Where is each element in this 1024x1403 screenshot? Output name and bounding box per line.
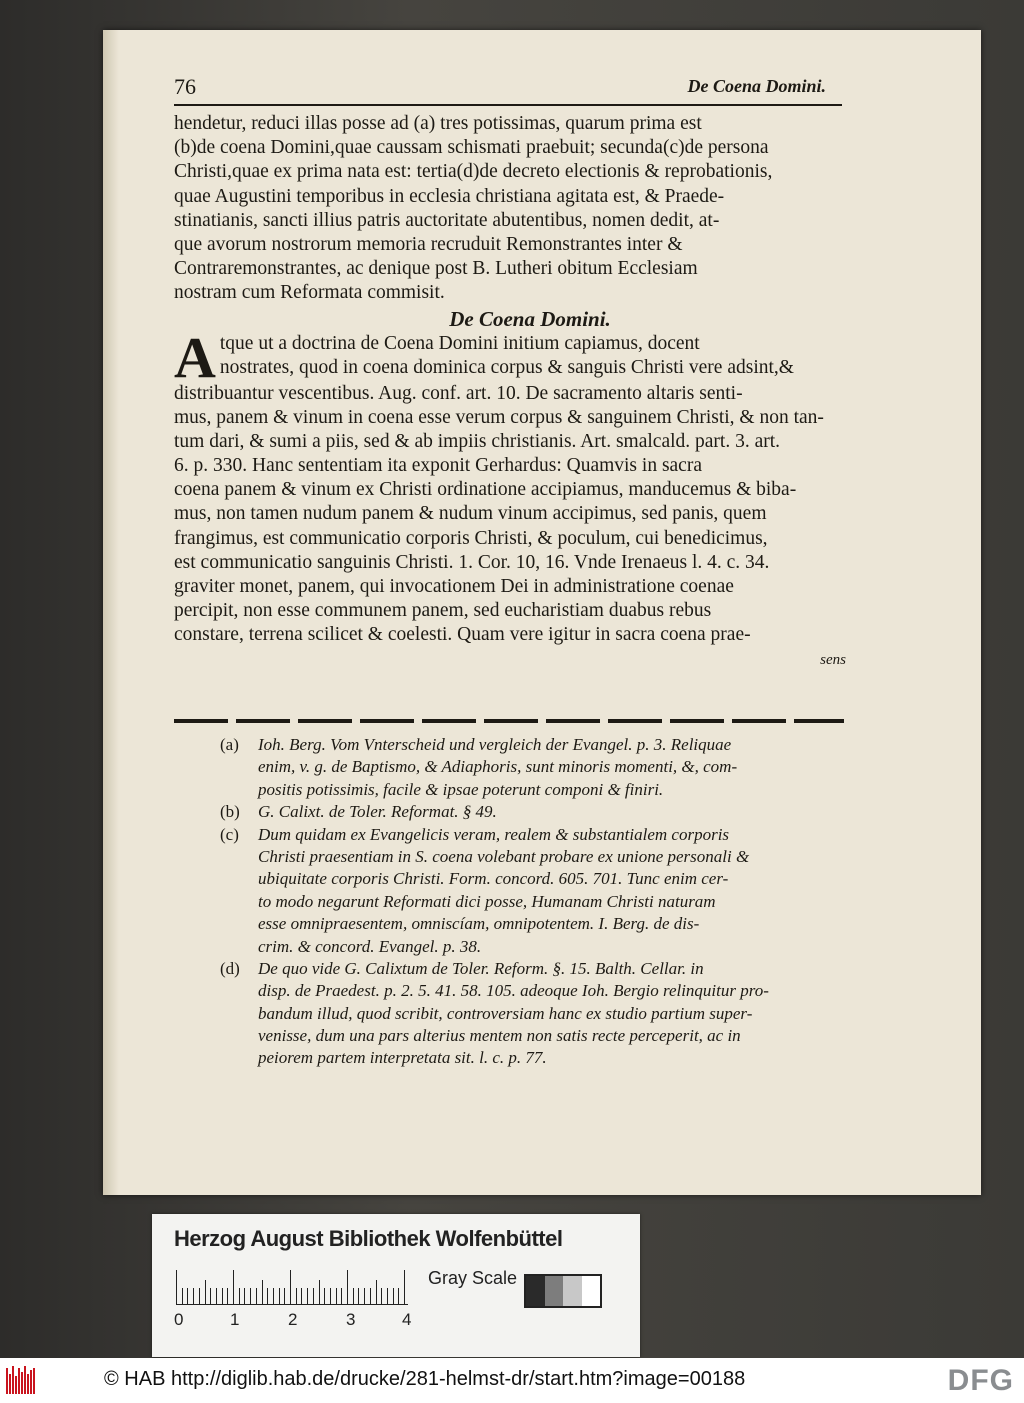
footnote-text: positis potissimis, facile & ipsae poterunt componi & finiri. xyxy=(258,779,664,799)
ruler-tick xyxy=(358,1288,359,1304)
footnote-line xyxy=(220,779,846,801)
footnote-line xyxy=(220,756,846,778)
ruler-number: 1 xyxy=(230,1310,240,1329)
ruler-tick xyxy=(330,1288,331,1304)
footnote-text: crim. & concord. Evangel. p. 38. xyxy=(258,936,482,956)
ruler-tick xyxy=(376,1280,377,1304)
section-heading: De Coena Domini. xyxy=(449,306,611,331)
footnote-text: disp. de Praedest. p. 2. 5. 41. 58. 105. adeoque Ioh. Bergio relinquitur pro- xyxy=(258,981,769,1001)
ruler-number: 0 xyxy=(174,1310,184,1329)
paragraph-opening xyxy=(174,324,846,390)
logo-bar xyxy=(15,1376,17,1394)
ruler-tick xyxy=(284,1288,285,1304)
logo-bar xyxy=(30,1370,32,1394)
ruler-tick xyxy=(387,1288,388,1304)
text-line: que avorum nostrorum memoria recruduit Remonstrantes inter & xyxy=(174,233,683,255)
ruler-tick xyxy=(381,1288,382,1304)
ruler-tick xyxy=(205,1280,206,1304)
source-url[interactable]: © HAB http://diglib.hab.de/drucke/281-helmst-dr/start.htm?image=00188 xyxy=(104,1368,746,1390)
hab-barcode-logo-icon xyxy=(6,1366,46,1394)
footnote-mark: (a) xyxy=(220,735,239,754)
ruler-tick xyxy=(193,1288,194,1304)
text-line: percipit, non esse communem panem, sed eucharistiam duabus rebus xyxy=(174,600,712,622)
ruler-tick xyxy=(393,1288,394,1304)
footnote-line xyxy=(220,801,846,823)
logo-bar xyxy=(21,1372,23,1394)
footnote-mark: (b) xyxy=(220,802,240,822)
logo-bar xyxy=(24,1366,26,1394)
footnote-line xyxy=(220,824,846,846)
footnote-text: ubiquitate corporis Christi. Form. concord. 605. 701. Tunc enim cer- xyxy=(258,869,729,889)
logo-bar xyxy=(6,1368,8,1394)
ruler-tick xyxy=(227,1288,228,1304)
text-line: quae Augustini temporibus in ecclesia christiana agitata est, & Praede- xyxy=(174,185,725,207)
ruler-tick xyxy=(182,1288,183,1304)
gray-scale-swatch xyxy=(524,1274,602,1308)
ruler-tick xyxy=(290,1270,291,1304)
ruler-tick xyxy=(353,1288,354,1304)
logo-bar xyxy=(12,1366,14,1394)
logo-bar xyxy=(18,1368,20,1394)
text-line: constare, terrena scilicet & coelesti. Quam vere igitur in sacra coena prae- xyxy=(174,624,751,646)
header-rule xyxy=(174,104,842,106)
footnote-line xyxy=(220,1047,846,1069)
gray-swatch-cell xyxy=(582,1276,601,1306)
text-line: nostram cum Reformata commisit. xyxy=(174,282,445,304)
footnote-text: bandum illud, quod scribit, controversiam hanc ex studio partium super- xyxy=(258,1003,753,1023)
text-line: nostrates, quod in coena dominica corpus & sanguis Christi vere adsint,& xyxy=(219,356,794,378)
ruler-tick xyxy=(301,1288,302,1304)
catchword: sens xyxy=(820,651,846,668)
text-line: 6. p. 330. Hanc sententiam ita exponit Gerhardus: Quamvis in sacra xyxy=(174,455,702,477)
footnote-line xyxy=(220,846,846,868)
drop-capital: A xyxy=(174,324,216,390)
ruler-tick xyxy=(239,1288,240,1304)
ruler-number: 2 xyxy=(288,1310,298,1329)
ruler-tick xyxy=(199,1288,200,1304)
logo-bar xyxy=(27,1374,29,1394)
viewer-footer xyxy=(0,1358,1024,1403)
color-calibration-card xyxy=(152,1214,640,1357)
footnote-line xyxy=(220,913,846,935)
ruler-tick xyxy=(210,1288,211,1304)
ruler-tick xyxy=(250,1288,251,1304)
dfg-logo: DFG xyxy=(947,1364,1014,1397)
ruler-tick xyxy=(256,1288,257,1304)
text-line: distribuantur vescentibus. Aug. conf. art. 10. De sacramento altaris senti- xyxy=(174,382,743,404)
ruler-tick xyxy=(267,1288,268,1304)
ruler-tick xyxy=(216,1288,217,1304)
ruler-tick xyxy=(279,1288,280,1304)
gray-swatch-cell xyxy=(545,1276,564,1306)
text-line: mus, panem & vinum in coena esse verum corpus & sanguinem Christi, & non tan- xyxy=(174,406,824,428)
footnote-text: peiorem partem interpretata sit. l. c. p. 77. xyxy=(258,1048,547,1068)
text-line: tum dari, & sumi a piis, sed & ab impiis christianis. Art. smalcald. part. 3. art. xyxy=(174,430,781,452)
text-line: Contraremonstrantes, ac denique post B. Lutheri obitum Ecclesiam xyxy=(174,258,698,280)
footnote-mark: (c) xyxy=(220,824,239,844)
footnote-line xyxy=(220,1025,846,1047)
text-line: graviter monet, panem, qui invocationem Dei in administratione coenae xyxy=(174,576,734,597)
ruler-tick xyxy=(341,1288,342,1304)
footnote-line xyxy=(220,1003,846,1025)
text-line: (b)de coena Domini,quae caussam schismati praebuit; secunda(c)de persona xyxy=(174,137,769,159)
ruler-tick xyxy=(336,1288,337,1304)
ruler-tick xyxy=(187,1288,188,1304)
footnote-line xyxy=(220,958,846,980)
footnote-line xyxy=(220,868,846,890)
ruler-tick xyxy=(273,1288,274,1304)
footnote-line xyxy=(220,936,846,958)
footnote-text: to modo negarunt Reformati dici posse, Humanam Christi naturam xyxy=(258,891,716,911)
footnote-line xyxy=(220,734,846,756)
text-line: mus, non tamen nudum panem & nudum vinum accipimus, sed panis, quem xyxy=(174,503,767,525)
logo-bar xyxy=(9,1374,11,1394)
ruler-number: 4 xyxy=(402,1310,412,1329)
footnote-mark: (d) xyxy=(220,958,240,978)
footnotes xyxy=(220,734,846,1070)
footnote-text: G. Calixt. de Toler. Reformat. § 49. xyxy=(258,802,497,822)
page-body xyxy=(174,112,846,672)
ruler-tick xyxy=(176,1270,177,1304)
gray-swatch-cell xyxy=(563,1276,582,1306)
ruler-tick xyxy=(262,1280,263,1304)
ruler-tick xyxy=(404,1270,405,1304)
text-line: coena panem & vinum ex Christi ordinatione accipiamus, manducemus & biba- xyxy=(174,479,797,501)
ruler-tick xyxy=(364,1288,365,1304)
gray-scale-label: Gray Scale xyxy=(428,1268,518,1288)
footnote-text: Ioh. Berg. Vom Vnterscheid und vergleich der Evangel. p. 3. Reliquae xyxy=(258,735,732,754)
gray-swatch-cell xyxy=(526,1276,545,1306)
footnote-text: venisse, dum una pars alterius mentem non satis recte perceperit, ac in xyxy=(258,1026,741,1046)
ruler-number: 3 xyxy=(346,1310,356,1329)
ruler-tick xyxy=(222,1288,223,1304)
page-number: 76 xyxy=(174,74,196,99)
footnote-line xyxy=(220,980,846,1002)
library-name: Herzog August Bibliothek Wolfenbüttel xyxy=(174,1226,563,1251)
ruler-tick xyxy=(347,1270,348,1304)
ruler-tick xyxy=(313,1288,314,1304)
footnote-text: Dum quidam ex Evangelicis veram, realem & substantialem corporis xyxy=(258,824,730,844)
scale-ruler xyxy=(176,1270,408,1305)
ruler-tick xyxy=(370,1288,371,1304)
ruler-tick xyxy=(244,1288,245,1304)
text-line: est communicatio sanguinis Christi. 1. Cor. 10, 16. Vnde Irenaeus l. 4. c. 34. xyxy=(174,551,770,573)
footnote-line xyxy=(220,891,846,913)
text-line: stinatianis, sancti illius patris auctoritate abutentibus, nomen dedit, at- xyxy=(174,209,720,231)
ruler-tick xyxy=(296,1288,297,1304)
ruler-tick xyxy=(233,1270,234,1304)
text-line: tque ut a doctrina de Coena Domini initium capiamus, docent xyxy=(219,332,700,354)
text-line: hendetur, reduci illas posse ad (a) tres potissimas, quarum prima est xyxy=(174,113,702,134)
running-head: De Coena Domini. xyxy=(687,76,826,96)
ruler-tick xyxy=(319,1280,320,1304)
footnote-text: De quo vide G. Calixtum de Toler. Reform. §. 15. Balth. Cellar. in xyxy=(258,958,704,978)
footnote-separator xyxy=(174,719,844,723)
text-line: frangimus, est communicatio corporis Christi, & poculum, cui benedicimus, xyxy=(174,527,768,549)
footnote-text: esse omnipraesentem, omniscíam, omnipotentem. I. Berg. de dis- xyxy=(258,914,700,934)
text-line: Christi,quae ex prima nata est: tertia(d)de decreto electionis & reprobationis, xyxy=(174,161,773,183)
logo-bar xyxy=(33,1368,35,1394)
footnote-text: enim, v. g. de Baptismo, & Adiaphoris, sunt minoris momenti, &, com- xyxy=(258,757,738,777)
footnote-text: Christi praesentiam in S. coena volebant probare ex unione personali & xyxy=(258,846,750,866)
ruler-tick xyxy=(307,1288,308,1304)
ruler-tick xyxy=(324,1288,325,1304)
ruler-tick xyxy=(398,1288,399,1304)
page-header xyxy=(174,74,826,100)
